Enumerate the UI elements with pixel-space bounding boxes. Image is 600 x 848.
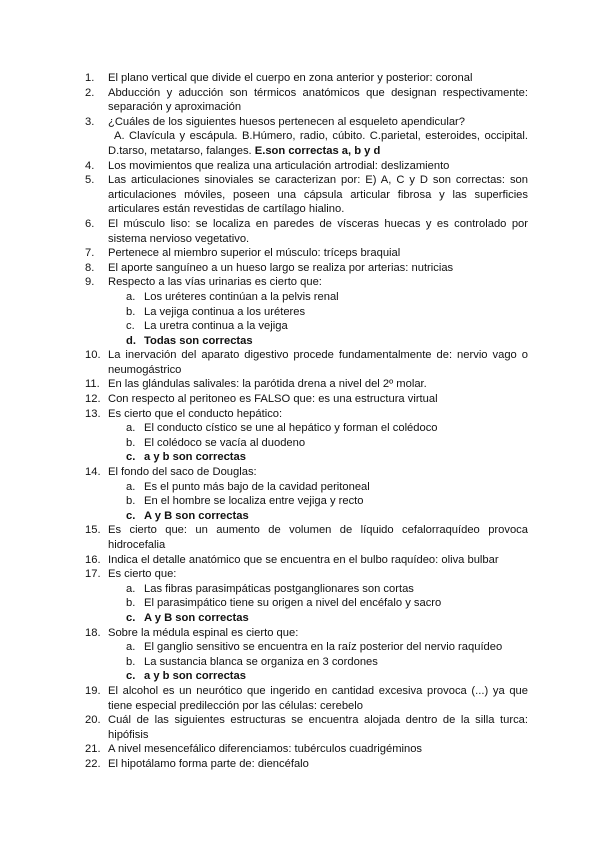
question-item-7 bbox=[85, 246, 528, 261]
option-letter: d. bbox=[126, 334, 136, 347]
option-item bbox=[108, 669, 528, 684]
question-text: El plano vertical que divide el cuerpo en zona anterior y posterior: coronal bbox=[108, 72, 473, 84]
question-text: Pertenece al miembro superior el músculo: tríceps braquial bbox=[108, 247, 401, 260]
option-item bbox=[108, 305, 528, 320]
question-detail bbox=[108, 129, 528, 158]
question-item-3 bbox=[85, 115, 528, 159]
question-item-13 bbox=[85, 407, 528, 465]
option-letter: c. bbox=[126, 670, 136, 683]
question-item-18 bbox=[85, 626, 528, 684]
option-letter: a. bbox=[126, 480, 136, 493]
question-item-12 bbox=[85, 392, 528, 407]
option-item bbox=[108, 640, 528, 655]
question-item-22 bbox=[85, 757, 528, 772]
question-text: Indica el detalle anatómico que se encuentra en el bulbo raquídeo: oliva bulbar bbox=[108, 553, 499, 566]
option-text: Los uréteres continúan a la pelvis renal bbox=[144, 290, 339, 303]
question-text: Es cierto que: bbox=[108, 568, 177, 581]
question-number: 9. bbox=[85, 276, 95, 289]
question-number: 15. bbox=[85, 524, 101, 537]
option-item bbox=[108, 450, 528, 465]
question-item-1 bbox=[85, 71, 528, 86]
question-text: Es cierto que el conducto hepático: bbox=[108, 407, 283, 420]
question-number: 14. bbox=[85, 466, 101, 479]
option-text: a y b son correctas bbox=[144, 451, 246, 464]
question-text: ¿Cuáles de los siguientes huesos pertenecen al esqueleto apendicular? bbox=[108, 115, 465, 128]
option-letter: b. bbox=[126, 305, 136, 318]
option-item bbox=[108, 334, 528, 349]
question-text: Las articulaciones sinoviales se caracterizan por: E) A, C y D son correctas: son articulaciones móviles, poseen una cápsula articular fibrosa y las superficies articulares están revestidas de cartílago hialino. bbox=[108, 174, 528, 216]
question-text: El fondo del saco de Douglas: bbox=[108, 466, 257, 479]
question-number: 21. bbox=[85, 743, 101, 756]
option-item bbox=[108, 436, 528, 451]
option-item bbox=[108, 480, 528, 495]
option-letter: c. bbox=[126, 451, 136, 464]
question-number: 19. bbox=[85, 684, 101, 697]
question-text: El alcohol es un neurótico que ingerido en cantidad excesiva provoca (...) ya que tiene especial predilección por las células: cerebelo bbox=[108, 684, 528, 712]
question-item-2 bbox=[85, 86, 528, 115]
option-text: La uretra continua a la vejiga bbox=[144, 320, 288, 333]
question-number: 3. bbox=[85, 115, 95, 128]
option-text: El conducto cístico se une al hepático y forman el colédoco bbox=[144, 422, 438, 435]
question-detail-answer: E.son correctas a, b y d bbox=[254, 144, 381, 157]
question-item-14 bbox=[85, 465, 528, 523]
question-item-21 bbox=[85, 742, 528, 757]
question-text: A nivel mesencefálico diferenciamos: tubérculos cuadrigéminos bbox=[108, 743, 423, 756]
option-text: La vejiga continua a los uréteres bbox=[144, 305, 306, 318]
question-item-19 bbox=[85, 684, 528, 713]
option-text: El parasimpático tiene su origen a nivel del encéfalo y sacro bbox=[144, 597, 442, 610]
option-letter: b. bbox=[126, 495, 136, 508]
question-item-15 bbox=[85, 523, 528, 552]
question-text: Con respecto al peritoneo es FALSO que: es una estructura virtual bbox=[108, 393, 438, 406]
option-list bbox=[108, 421, 528, 465]
question-number: 7. bbox=[85, 247, 95, 260]
question-text: Sobre la médula espinal es cierto que: bbox=[108, 626, 299, 639]
option-text: Todas son correctas bbox=[144, 334, 253, 347]
question-text: En las glándulas salivales: la parótida drena a nivel del 2º molar. bbox=[108, 378, 427, 391]
option-text: La sustancia blanca se organiza en 3 cordones bbox=[144, 655, 378, 668]
option-letter: b. bbox=[126, 655, 136, 668]
option-list bbox=[108, 640, 528, 684]
question-text: La inervación del aparato digestivo procede fundamentalmente de: nervio vago o neumogástrico bbox=[108, 349, 528, 376]
question-number: 18. bbox=[85, 626, 101, 639]
question-item-17 bbox=[85, 567, 528, 625]
option-list bbox=[108, 290, 528, 348]
option-list bbox=[108, 480, 528, 524]
option-letter: b. bbox=[126, 436, 136, 449]
option-text: El colédoco se vacía al duodeno bbox=[144, 436, 306, 449]
question-number: 20. bbox=[85, 714, 101, 727]
question-text: Los movimientos que realiza una articulación artrodial: deslizamiento bbox=[108, 159, 450, 172]
question-number: 22. bbox=[85, 757, 101, 770]
option-letter: a. bbox=[126, 641, 136, 654]
question-number: 16. bbox=[85, 553, 101, 566]
option-item bbox=[108, 290, 528, 305]
question-number: 8. bbox=[85, 261, 95, 274]
question-number: 10. bbox=[85, 349, 101, 362]
question-detail-text: A. Clavícula y escápula. B.Húmero, radio, cúbito. C.parietal, esteroides, occipital. D.tarso, metatarso, falanges. bbox=[108, 130, 528, 157]
option-item bbox=[108, 611, 528, 626]
question-text: Cuál de las siguientes estructuras se encuentra alojada dentro de la silla turca: hipófisis bbox=[108, 714, 528, 741]
question-text: Es cierto que: un aumento de volumen de líquido cefalorraquídeo provoca hidrocefalia bbox=[108, 524, 528, 551]
question-item-8 bbox=[85, 261, 528, 276]
option-letter: c. bbox=[126, 509, 136, 522]
question-list bbox=[85, 71, 528, 772]
option-list bbox=[108, 582, 528, 626]
question-number: 4. bbox=[85, 159, 95, 172]
option-text: En el hombre se localiza entre vejiga y recto bbox=[144, 495, 364, 508]
question-number: 1. bbox=[85, 72, 95, 84]
option-text: El ganglio sensitivo se encuentra en la raíz posterior del nervio raquídeo bbox=[144, 641, 503, 654]
option-item bbox=[108, 509, 528, 524]
option-letter: a. bbox=[126, 582, 136, 595]
option-letter: c. bbox=[126, 320, 135, 333]
question-number: 5. bbox=[85, 174, 95, 187]
option-letter: c. bbox=[126, 611, 136, 624]
question-text: El aporte sanguíneo a un hueso largo se realiza por arterias: nutricias bbox=[108, 261, 454, 274]
question-number: 11. bbox=[85, 378, 100, 391]
option-text: a y b son correctas bbox=[144, 670, 246, 683]
question-item-20 bbox=[85, 713, 528, 742]
option-text: Las fibras parasimpáticas postganglionares son cortas bbox=[144, 582, 414, 595]
question-text: Respecto a las vías urinarias es cierto que: bbox=[108, 276, 322, 289]
question-item-9 bbox=[85, 275, 528, 348]
question-item-10 bbox=[85, 348, 528, 377]
question-item-11 bbox=[85, 377, 528, 392]
question-text: El hipotálamo forma parte de: diencéfalo bbox=[108, 757, 309, 770]
option-letter: b. bbox=[126, 597, 136, 610]
question-number: 2. bbox=[85, 86, 95, 99]
option-item bbox=[108, 319, 528, 334]
question-list-container bbox=[85, 71, 528, 772]
option-text: Es el punto más bajo de la cavidad peritoneal bbox=[144, 480, 370, 493]
question-number: 6. bbox=[85, 217, 95, 230]
question-number: 12. bbox=[85, 393, 101, 406]
option-item bbox=[108, 655, 528, 670]
option-item bbox=[108, 582, 528, 597]
option-item bbox=[108, 596, 528, 611]
option-letter: a. bbox=[126, 290, 136, 303]
option-item bbox=[108, 494, 528, 509]
question-item-4 bbox=[85, 159, 528, 174]
question-number: 17. bbox=[85, 568, 101, 581]
option-text: A y B son correctas bbox=[144, 509, 249, 522]
option-text: A y B son correctas bbox=[144, 611, 249, 624]
question-item-5 bbox=[85, 173, 528, 217]
question-item-16 bbox=[85, 553, 528, 568]
question-number: 13. bbox=[85, 407, 101, 420]
option-item bbox=[108, 421, 528, 436]
question-item-6 bbox=[85, 217, 528, 246]
question-text: El músculo liso: se localiza en paredes de vísceras huecas y es controlado por sistema nervioso vegetativo. bbox=[108, 217, 528, 245]
question-text: Abducción y aducción son térmicos anatómicos que designan respectivamente: separación y aproximación bbox=[108, 86, 528, 114]
option-letter: a. bbox=[126, 422, 136, 435]
